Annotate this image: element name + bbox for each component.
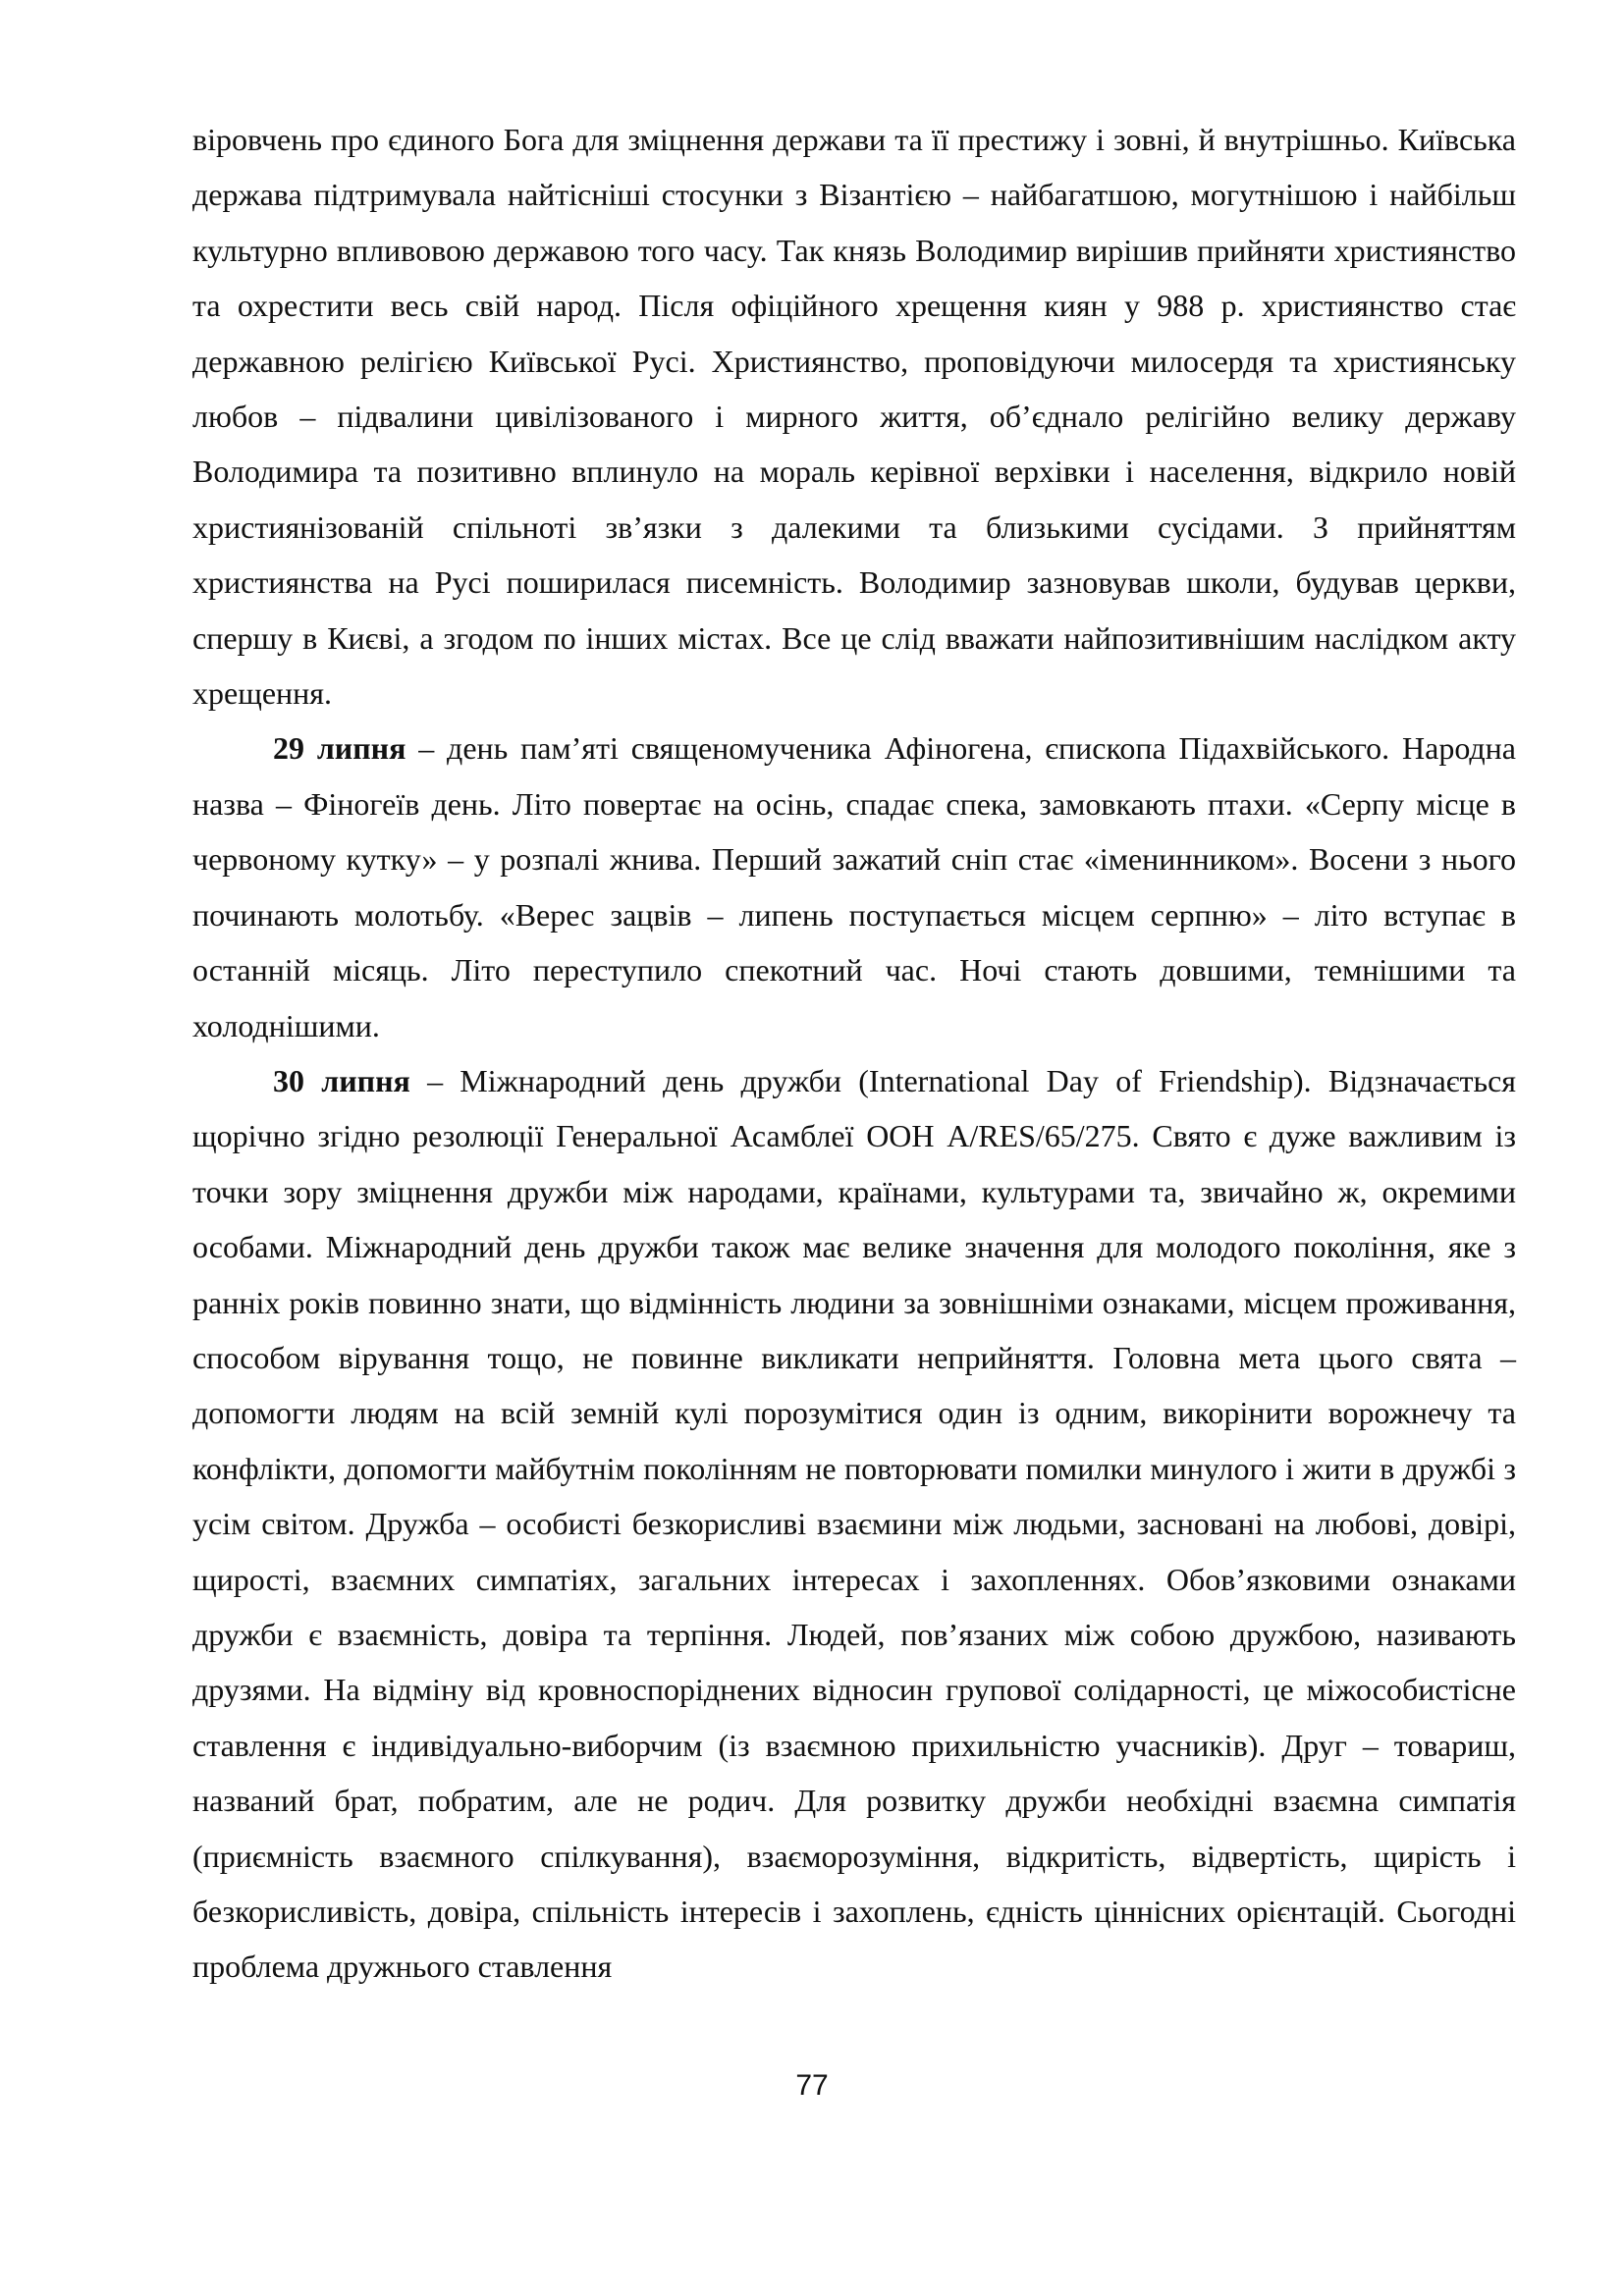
paragraph-1	[192, 112, 1516, 721]
body-text	[192, 112, 1516, 1995]
paragraph-2	[192, 721, 1516, 1052]
paragraph-3	[192, 1053, 1516, 1995]
paragraph-text: – день пам’яті священомученика Афіногена, єпископа Підахвійського. Народна назва – Фіногеїв день. Літо повертає на осінь, спадає спека, замовкають птахи. «Серпу місце в червоному кутку» – у розпалі жнива. Перший зажатий сніп стає «іменинником». Восени з нього починають молотьбу. «Верес зацвів – липень поступається місцем серпню» – літо вступає в останній місяць. Літо переступило спекотний час. Ночі стають довшими, темнішими та холоднішими.	[192, 730, 1517, 1043]
date-heading: 30 липня	[273, 1062, 410, 1098]
date-heading: 29 липня	[273, 730, 406, 767]
paragraph-text: – Міжнародний день дружби (International Day of Friendship). Відзначається щорічно згідно резолюції Генеральної Асамблеї ООН A/RES/65/275. Свято є дуже важливим із точки зору зміцнення дружби між народами, країнами, культурами та, звичайно ж, окремими особами. Міжнародний день дружби також має велике значення для молодого покоління, яке з ранніх років повинно знати, що відмінність людини за зовнішніми ознаками, місцем проживання, способом вірування тощо, не повинне викликати неприйняття. Головна мета цього свята – допомогти людям на всій земній кулі порозумітися один із одним, викорінити ворожнечу та конфлікти, допомогти майбутнім поколінням не повторювати помилки минулого і жити в дружбі з усім світом. Дружба – особисті безкорисливі взаємини між людьми, засновані на любові, довірі, щирості, взаємних симпатіях, загальних інтересах і захопленнях. Обов’язковими ознаками дружби є взаємність, довіра та терпіння. Людей, пов’язаних між собою дружбою, називають друзями. На відміну від кровноспоріднених відносин групової солідарності, це міжособистісне ставлення є індивідуально-виборчим (із взаємною прихильністю учасників). Друг – товариш, названий брат, побратим, але не родич. Для розвитку дружби необхідні взаємна симпатія (приємність взаємного спілкування), взаєморозуміння, відкритість, відвертість, щирість і безкорисливість, довіра, спільність інтересів і захоплень, єдність ціннісних орієнтацій. Сьогодні проблема дружнього ставлення	[192, 1062, 1517, 1985]
paragraph-text: віровчень про єдиного Бога для зміцнення держави та її престижу і зовні, й внутрішньо. Київська держава підтримувала найтісніші стосунки з Візантією – найбагатшою, могутнішою і найбільш культурно впливовою державою того часу. Так князь Володимир вирішив прийняти християнство та охрестити весь свій народ. Після офіційного хрещення киян у 988 р. християнство стає державною релігією Київської Русі. Християнство, проповідуючи милосердя та християнську любов – підвалини цивілізованого і мирного життя, об’єднало релігійно велику державу Володимира та позитивно вплинуло на мораль керівної верхівки і населення, відкрило новій християнізованій спільноті зв’язки з далекими та близькими сусідами. З прийняттям християнства на Русі поширилася писемність. Володимир зазновував школи, будував церкви, спершу в Києві, а згодом по інших містах. Все це слід вважати найпозитивнішим наслідком акту хрещення.	[192, 122, 1516, 712]
page-number: 77	[795, 2069, 829, 2102]
